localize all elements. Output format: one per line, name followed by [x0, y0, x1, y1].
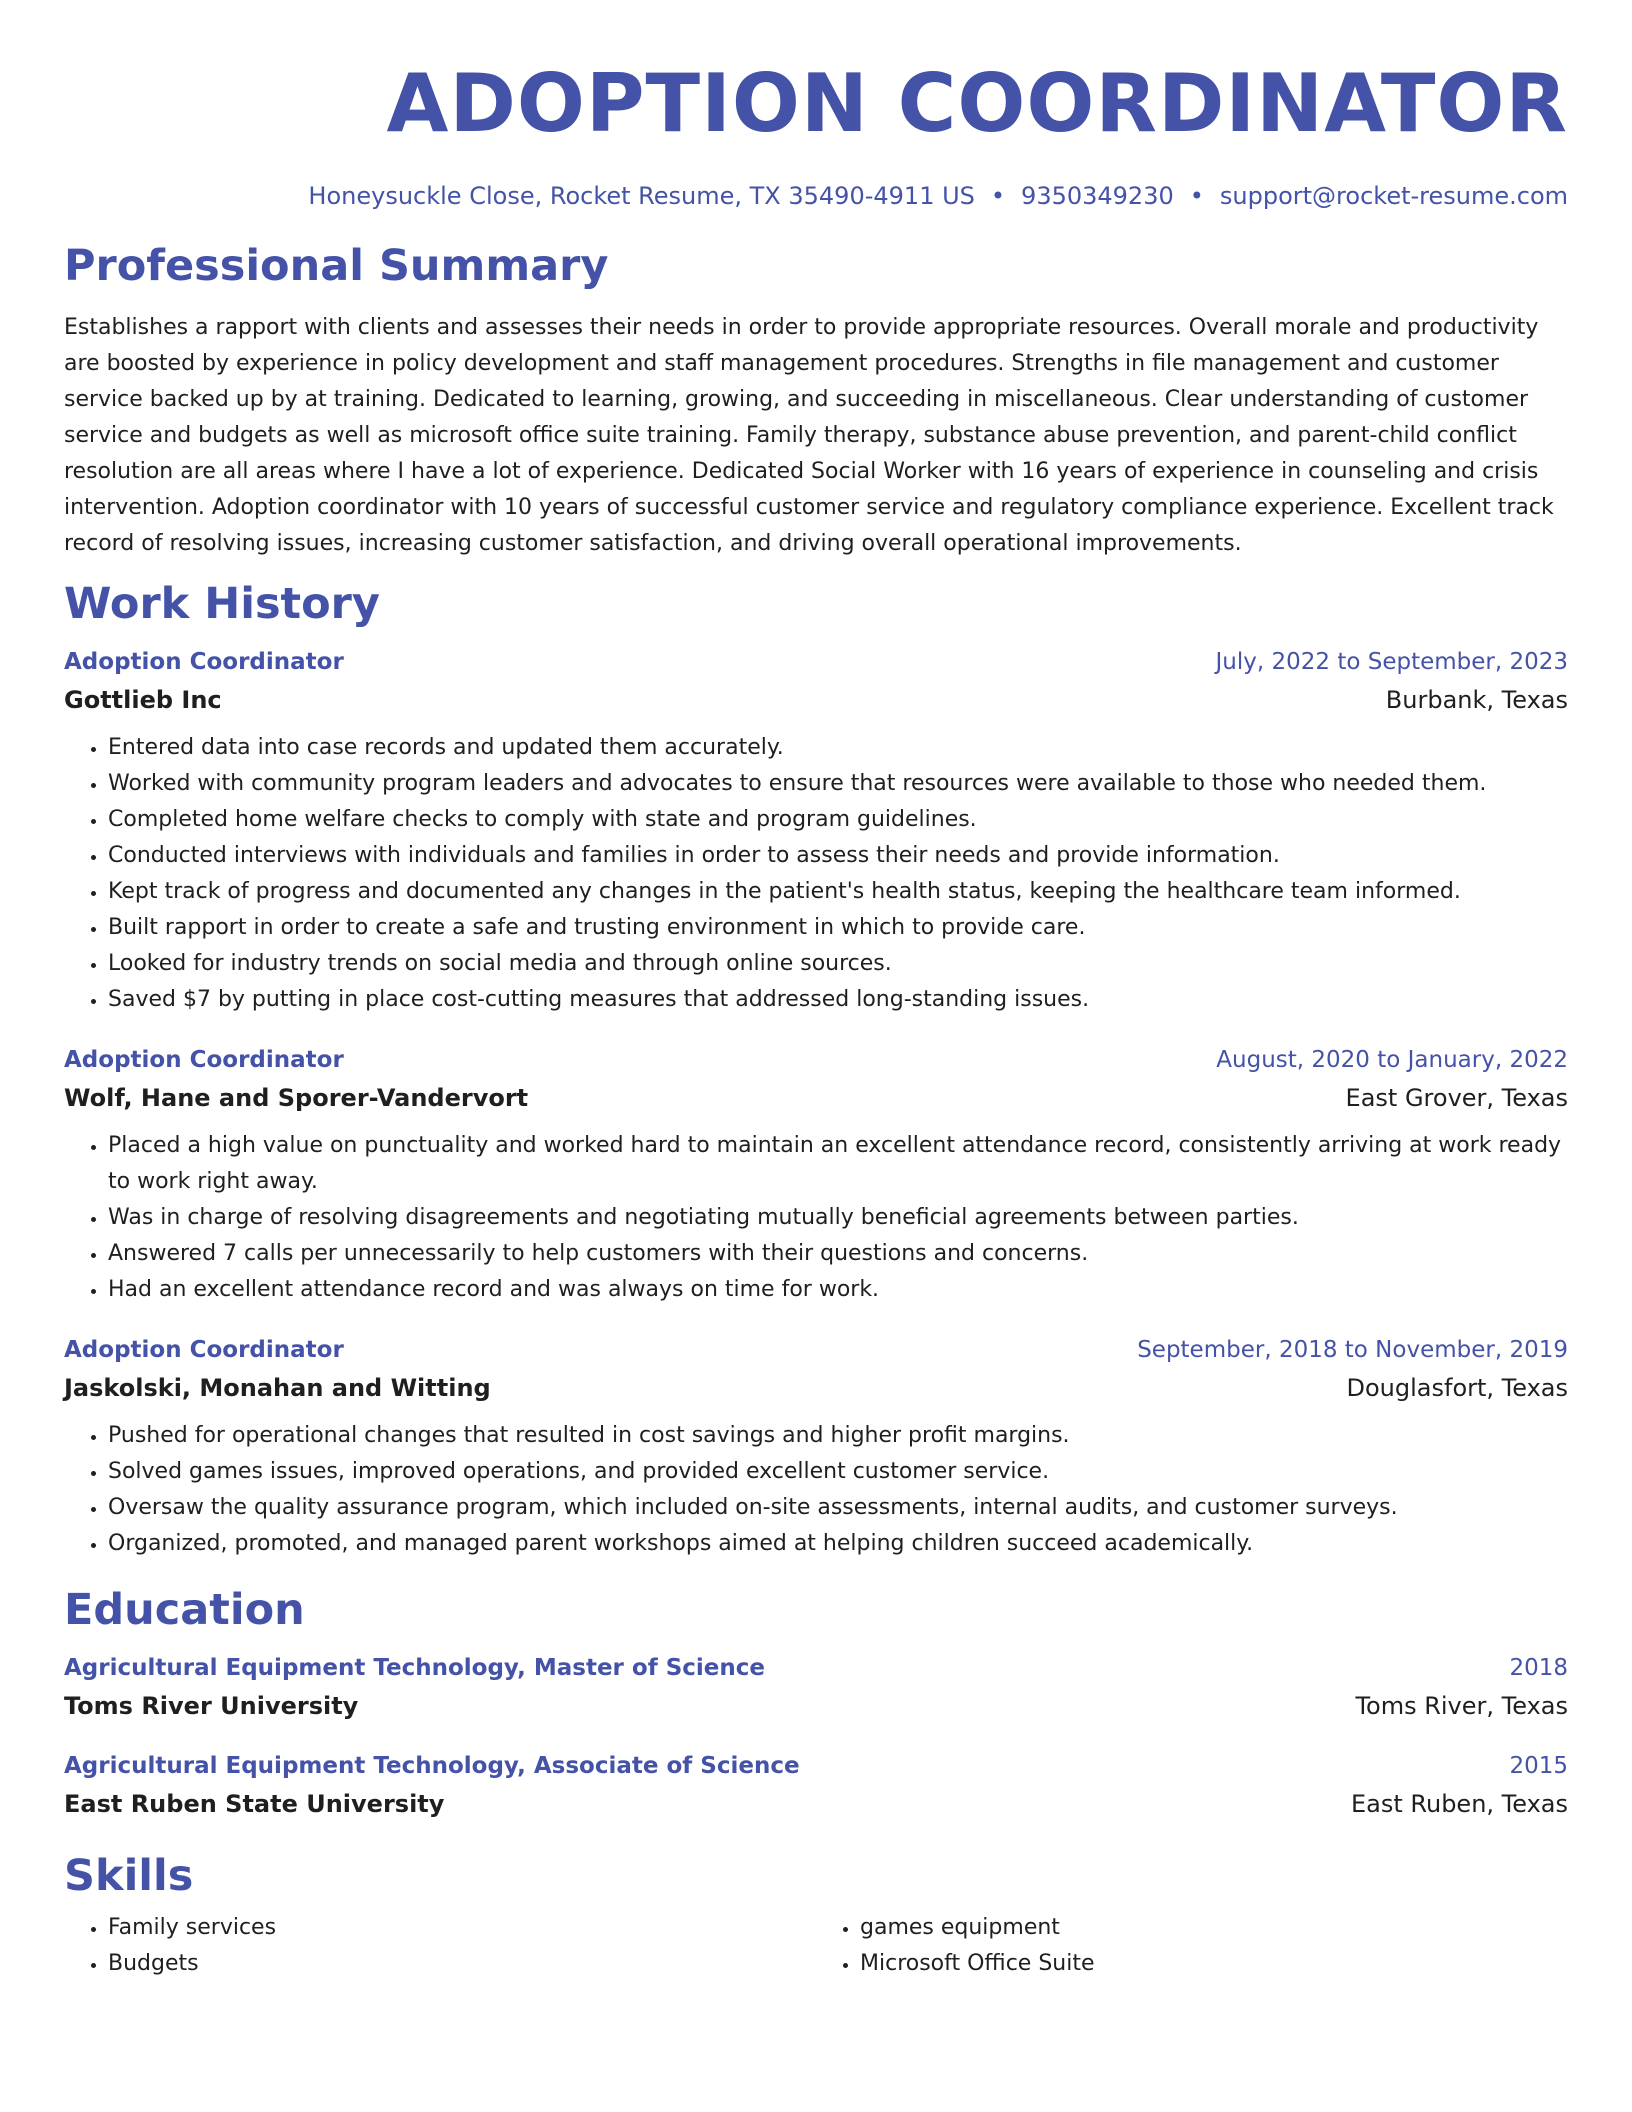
job-bullet: • Kept track of progress and documented any changes in the patient's health status, keeping the healthcare team informed. [108, 874, 1568, 910]
contact-address: Honeysuckle Close, Rocket Resume, TX 35490-4911 US [308, 182, 975, 210]
skill-item: • Family services [108, 1910, 816, 1946]
contact-separator: • [1189, 182, 1204, 210]
job-bullets [64, 730, 1568, 1018]
section-title-education: Education [64, 1585, 305, 1635]
contact-phone: 9350349230 [1021, 182, 1174, 210]
job-entry [64, 644, 1568, 1018]
job-bullet: • Pushed for operational changes that resulted in cost savings and higher profit margins. [108, 1418, 1568, 1454]
job-bullet: • Answered 7 calls per unnecessarily to help customers with their questions and concerns. [108, 1236, 1568, 1272]
job-location: Burbank, Texas [1385, 686, 1568, 714]
job-bullet: • Was in charge of resolving disagreements and negotiating mutually beneficial agreements between parties. [108, 1200, 1568, 1236]
summary-section [64, 240, 1568, 562]
skills-column-left [64, 1910, 816, 1982]
education-section [64, 1584, 1568, 1824]
job-bullet: • Saved $7 by putting in place cost-cutting measures that addressed long-standing issues. [108, 982, 1568, 1018]
job-location: Douglasfort, Texas [1346, 1374, 1568, 1402]
education-school: Toms River University [64, 1692, 359, 1720]
job-bullet: • Conducted interviews with individuals and families in order to assess their needs and provide information. [108, 838, 1568, 874]
job-bullet: • Worked with community program leaders and advocates to ensure that resources were available to those who needed them. [108, 766, 1568, 802]
job-company: Jaskolski, Monahan and Witting [64, 1374, 491, 1402]
contact-email[interactable]: support@rocket-resume.com [1219, 182, 1568, 210]
job-bullet: • Entered data into case records and updated them accurately. [108, 730, 1568, 766]
section-title-summary: Professional Summary [64, 241, 609, 291]
contact-separator: • [990, 182, 1006, 210]
job-dates: August, 2020 to January, 2022 [1216, 1047, 1568, 1073]
job-entry [64, 1042, 1568, 1308]
resume-header [64, 0, 1568, 212]
skill-item: • Microsoft Office Suite [860, 1946, 1568, 1982]
education-location: East Ruben, Texas [1350, 1790, 1568, 1818]
summary-text: Establishes a rapport with clients and assesses their needs in order to provide appropriate resources. Overall morale and productivity are boosted by experience in policy development and staff management procedures. Strengths in file management and customer service backed up by at training. Dedicated to learning, growing, and succeeding in miscellaneous. Clear understanding of customer service and budgets as well as microsoft office suite training. Family therapy, substance abuse prevention, and parent-child conflict resolution are all areas where I have a lot of experience. Dedicated Social Worker with 16 years of experience in counseling and crisis intervention. Adoption coordinator with 10 years of successful customer service and regulatory compliance experience. Excellent track record of resolving issues, increasing customer satisfaction, and driving overall operational improvements. [64, 315, 1554, 556]
job-bullets [64, 1418, 1568, 1562]
job-bullet: • Oversaw the quality assurance program, which included on-site assessments, internal audits, and customer surveys. [108, 1490, 1568, 1526]
job-bullet: • Solved games issues, improved operations, and provided excellent customer service. [108, 1454, 1568, 1490]
candidate-title: ADOPTION COORDINATOR [386, 57, 1568, 150]
job-bullet: • Placed a high value on punctuality and worked hard to maintain an excellent attendance record, consistently arriving at work ready to work right away. [108, 1128, 1568, 1200]
education-degree: Agricultural Equipment Technology, Master of Science [64, 1655, 766, 1681]
education-entry [64, 1748, 1568, 1824]
job-bullet: • Organized, promoted, and managed parent workshops aimed at helping children succeed academically. [108, 1526, 1568, 1562]
skills-column-right [816, 1910, 1568, 1982]
education-degree: Agricultural Equipment Technology, Associate of Science [64, 1753, 800, 1779]
work-history-section [64, 578, 1568, 1562]
job-bullet: • Built rapport in order to create a safe and trusting environment in which to provide care. [108, 910, 1568, 946]
skill-item: • games equipment [860, 1910, 1568, 1946]
job-entry [64, 1332, 1568, 1562]
job-bullets [64, 1128, 1568, 1308]
skill-item: • Budgets [108, 1946, 816, 1982]
skills-section [64, 1850, 1568, 1982]
job-role: Adoption Coordinator [64, 1047, 344, 1073]
section-title-skills: Skills [64, 1851, 194, 1901]
skills-grid [64, 1902, 1568, 1982]
job-bullet: • Completed home welfare checks to comply with state and program guidelines. [108, 802, 1568, 838]
section-title-work: Work History [64, 579, 380, 629]
education-year: 2015 [1509, 1753, 1568, 1779]
job-location: East Grover, Texas [1345, 1084, 1568, 1112]
job-bullet: • Looked for industry trends on social media and through online sources. [108, 946, 1568, 982]
job-dates: September, 2018 to November, 2019 [1137, 1337, 1568, 1363]
contact-line [64, 180, 1568, 212]
education-entry [64, 1650, 1568, 1726]
education-location: Toms River, Texas [1355, 1692, 1568, 1720]
job-company: Wolf, Hane and Sporer-Vandervort [64, 1084, 529, 1112]
job-role: Adoption Coordinator [64, 649, 344, 675]
job-bullet: • Had an excellent attendance record and was always on time for work. [108, 1272, 1568, 1308]
job-role: Adoption Coordinator [64, 1337, 344, 1363]
job-company: Gottlieb Inc [64, 686, 222, 714]
education-year: 2018 [1509, 1655, 1568, 1681]
job-dates: July, 2022 to September, 2023 [1215, 649, 1568, 675]
education-school: East Ruben State University [64, 1790, 445, 1818]
